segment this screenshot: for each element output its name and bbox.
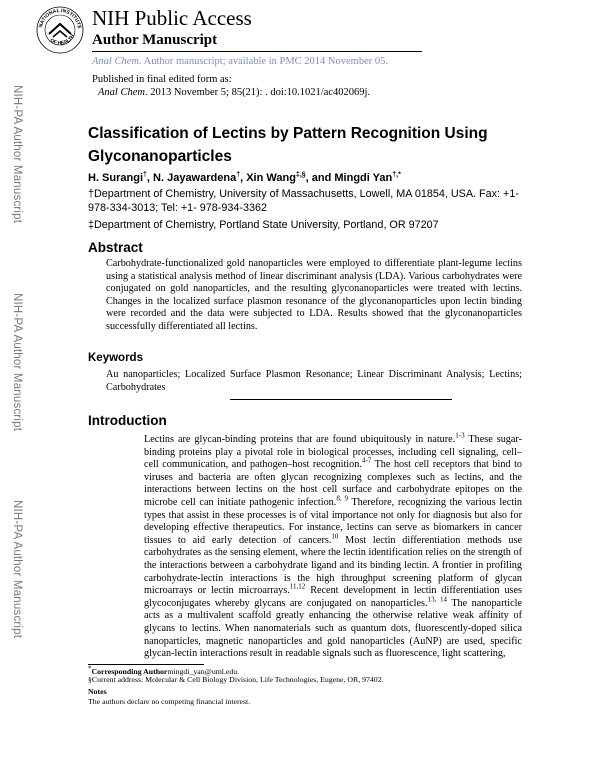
article-title: Classification of Lectins by Pattern Recognition Using Glyconanoparticles	[88, 125, 488, 165]
footnote-divider	[88, 664, 204, 665]
corresponding-author-note: *Corresponding Authormingdi_yan@uml.edu.	[88, 664, 240, 676]
citation-ref[interactable]: 1-3	[455, 431, 465, 440]
published-label: Published in final edited form as:	[92, 74, 232, 85]
keywords-text: Au nanoparticles; Localized Surface Plasmon Resonance; Linear Discriminant Analysis; Lectins; Carbohydrates	[106, 369, 522, 393]
affiliation-umass: †Department of Chemistry, University of Massachusetts, Lowell, MA 01854, USA. Fax: +1-978-334-3013; Tel: +1- 978-934-3362	[88, 188, 519, 214]
abstract-text: Carbohydrate-functionalized gold nanoparticles were employed to differentiate plant-legume lectins using a statistical analysis method of linear discriminant analysis (LDA). Various carbohydrates were conjugated on gold nanoparticles, and the resulting glyconanoparticles were treated with lectins. Changes in the localized surface plasmon resonance of the glyconanoparticles upon lectin binding were recorded and the data were subjected to LDA. Results showed that the glyconanoparticles successfully differentiated all lectins.	[106, 258, 522, 332]
abstract-heading: Abstract	[88, 240, 143, 255]
side-label-author-manuscript: NIH-PA Author Manuscript	[11, 85, 23, 224]
current-address-note: §Current address: Molecular & Cell Biology Division, Life Technologies, Eugene, OR, 97402.	[88, 675, 384, 684]
competing-interest-note: The authors declare no competing financial interest.	[88, 697, 251, 706]
keywords-heading: Keywords	[88, 352, 143, 364]
introduction-heading: Introduction	[88, 413, 167, 428]
author-manuscript-label: Author Manuscript	[92, 32, 218, 48]
citation-ref[interactable]: 10	[331, 532, 339, 541]
side-label-author-manuscript: NIH-PA Author Manuscript	[11, 500, 23, 639]
corresponding-email-link[interactable]: mingdi_yan@uml.edu.	[167, 667, 240, 676]
author-list: H. Surangi†, N. Jayawardena†, Xin Wang‡,§, and Mingdi Yan†,*	[88, 171, 401, 184]
notes-heading: Notes	[88, 687, 107, 696]
journal-availability-note: Anal Chem. Author manuscript; available in PMC 2014 November 05.	[92, 56, 388, 67]
logo-text-top: NATIONAL INSTITUTE	[38, 7, 82, 30]
introduction-text: Lectins are glycan-binding proteins that are found ubiquitously in nature.$^{1-3}$ These sugar-binding proteins play a pivotal role in biological processes, including cell signaling, cell–cell communication, and pathogen–host recognition.$^{4-7}$ The host cell receptors that bind to viruses and bacteria are often glycan recognizing complexes such as lectins, and the interactions between lectins on the host cell surface and carbohydrate epitopes on the microbe cell can initiate pathogenic infection.$^{8, 9}$ Therefore, recognizing the various lectin types that assist in these processes is of vital importance not only for diagnosis but also for developing effective therapeutics. For instance, lectins can serve as biomarkers in cancer tissues to aid early detection of cancers.$^{10}$ Most lectin differentiation methods use carbohydrates as the sensing element, where the lectin identification relies on the strength of the interactions between a carbohydrate ligand and its binding lectin. A frontier in profiling carbohydrate-lectin interactions is the high throughput screening platform of glycan microarrays or lectin microarrays.$^{11,12}$ Recent development in lectin differentiation uses glycoconjugates whereby glycans are conjugated on nanoparticles.$^{13, 14}$ The nanoparticle acts as a multivalent scaffold greatly enhancing the otherwise relative weak affinity of glycans to lectins. When nanomaterials such as quantum dots, fluorescently-doped silica nanoparticles, magnetic nanoparticles and gold nanoparticles (AuNP) are used, specific glycan-lectin interactions result in readable signals such as fluorescence, light scattering,	[144, 431, 523, 660]
citation: Anal Chem. 2013 November 5; 85(21): . doi:10.1021/ac402069j.	[98, 87, 371, 98]
logo-text-bottom: OF HEALTH	[48, 33, 76, 47]
section-divider	[230, 399, 452, 400]
nih-public-access-title: NIH Public Access	[92, 6, 252, 30]
nih-logo	[36, 6, 84, 54]
citation-ref[interactable]: 4-7	[361, 456, 372, 465]
side-label-author-manuscript: NIH-PA Author Manuscript	[11, 293, 23, 432]
citation-ref[interactable]: 8, 9	[336, 494, 348, 503]
citation-ref[interactable]: 11,12	[289, 582, 306, 591]
citation-ref[interactable]: 13, 14	[427, 595, 448, 604]
affiliation-portland: ‡Department of Chemistry, Portland State University, Portland, OR 97207	[88, 219, 439, 231]
header-divider	[92, 51, 422, 52]
